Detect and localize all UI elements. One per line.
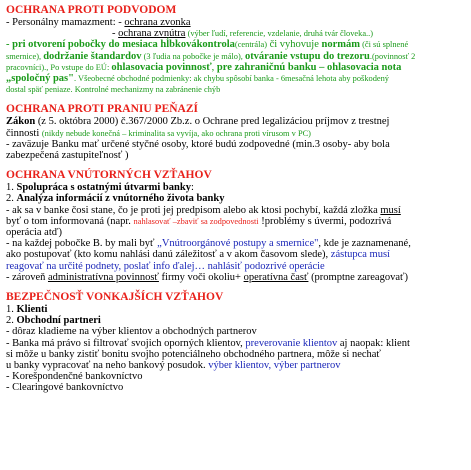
text: Zákon [6, 116, 36, 128]
text: ochrana zvonka [124, 17, 191, 28]
text: kontrola [196, 39, 235, 51]
line: - dôraz kladieme na výber klientov a obchodných partnerov [6, 326, 257, 338]
text: „spoločný pas" [6, 73, 74, 85]
text: - Banka má právo si filtrovať svojich oporných klientov, [6, 337, 246, 349]
text: (centrála) [234, 40, 267, 50]
text: (promptne zareagovať) [308, 271, 408, 283]
line [6, 193, 465, 204]
text: (3 ľudia na pobočke je málo), [141, 51, 245, 61]
text: Analýza informácií z vnútorného života banky [16, 193, 225, 205]
text: výber partnerov [273, 360, 341, 372]
text: administratívna povinnosť [47, 271, 159, 283]
text: pracovníci)., Po vstupe do EÚ: [6, 62, 112, 72]
text: Obchodní partneri [16, 315, 101, 327]
text: zástupca musí [330, 249, 390, 261]
text: ako postupovať (kto komu nahlási danú záležitosť a v akom časovom slede), [6, 249, 331, 261]
text: Spolupráca s ostatnými útvarmi banky [16, 182, 191, 194]
text: (výber ľudí, referencie, vzdelanie, druhá tvár človeka..) [185, 29, 374, 39]
line [6, 128, 465, 139]
text: . Všeobecné obchodné podmienky: ak chybu spôsobí banka - 6mesačná lehota aby poškodený [73, 74, 389, 84]
text: výber klientov [208, 360, 269, 372]
text: musí [380, 204, 401, 216]
text: Klienti [16, 304, 48, 316]
section-fraud-protection [6, 4, 465, 95]
text: !problémy s úvermi, podozrivá [258, 215, 392, 227]
line [6, 216, 465, 227]
text: , [268, 360, 274, 372]
text: .(povinnosť 2 [369, 51, 416, 61]
line [6, 116, 465, 127]
line: - Clearingové bankovníctvo [6, 382, 124, 394]
line [6, 261, 465, 272]
line [6, 84, 465, 95]
text: preverovanie klientov [245, 337, 338, 349]
line [6, 249, 465, 260]
line: operácia atď) [6, 227, 63, 239]
line [6, 62, 465, 73]
line: zabezpečená zastupiteľnosť ) [6, 150, 129, 162]
text: - na každej pobočke B. by mali byť [6, 238, 158, 250]
text: ochrana zvnútra [118, 28, 186, 40]
section-internal-relations [6, 169, 465, 283]
line [6, 360, 465, 371]
text: ohlasovacia povinnosť [111, 61, 212, 73]
line [6, 17, 465, 28]
text: dostal späť peniaze. Kontrolné mechanizmy na zabránenie chýb [6, 85, 221, 95]
text: 2. [6, 193, 17, 205]
line: - Korešpondenčné bankovníctvo [6, 371, 143, 383]
line [6, 272, 465, 283]
text: či vyhovuje [266, 39, 322, 51]
text: normám [321, 39, 361, 51]
text: „Vnútroorgánové postupy a smernice" [157, 238, 319, 250]
section-heading: OCHRANA PROTI PRANIU PEŇAZÍ [6, 103, 198, 116]
line [6, 238, 465, 249]
section-external-relations [6, 291, 465, 394]
text: 2. [6, 315, 17, 327]
text: operatívna časť [243, 271, 309, 283]
text: otváranie vstupu do trezoru [244, 50, 370, 62]
section-heading: OCHRANA PROTI PODVODOM [6, 4, 177, 16]
line [6, 205, 465, 216]
text: - ak sa v banke čosi stane, čo je proti jej predpisom alebo ak ktosi pochybí, každá zložka [6, 204, 381, 216]
spacer [6, 283, 465, 291]
text: , kde je zaznamenané, [318, 238, 411, 250]
text: byť o tom informovaná (napr. [6, 215, 134, 227]
line [6, 315, 465, 326]
text: firmy voči okoliu+ [158, 271, 244, 283]
line [6, 28, 465, 39]
section-heading: BEZPEČNOSŤ VONKAJŠÍCH VZŤAHOV [6, 291, 224, 304]
text: : [190, 182, 194, 194]
section-money-laundering [6, 103, 465, 161]
text: (či sú splnené [360, 40, 409, 50]
text: - pri otvorení pobočky do mesiaca hĺbková [6, 39, 197, 51]
text: dodržanie štandardov [43, 50, 142, 62]
text: - zároveň [6, 271, 48, 283]
text: 1. [6, 182, 17, 194]
text: nahlasovať –zbaviť sa zodpovednosti [133, 216, 259, 226]
text: smernice), [6, 51, 44, 61]
text: (nikdy nebude konečná – kriminalita sa vyvíja, ako ochrana proti vírusom v PC) [41, 128, 311, 138]
line: - zaväzuje Banku mať určené styčné osoby, ktoré budú zodpovedné (min.3 osoby- aby bola [6, 138, 390, 150]
text: (z 5. októbra 2000) č.367/2000 Zb.z. o Ochrane pred legalizáciou príjmov z trestnej [35, 116, 390, 128]
text: reagovať na určité podnety, poslať info ďalej… nahlásiť podozrivé operácie [6, 260, 325, 272]
text: aj naopak: klient [337, 337, 410, 349]
text: pre zahraničnú banku – ohlasovacia nota [216, 61, 402, 73]
line [6, 51, 465, 62]
text: u banky vypracovať na neho bankový posudok. [6, 360, 209, 372]
text: činnosti [6, 127, 42, 139]
line [6, 338, 465, 349]
text: - [112, 28, 119, 40]
text: , [211, 61, 217, 73]
line [6, 182, 465, 193]
line: si môže u banky zistiť bonitu svojho potenciálneho obchodného partnera, môže si nechať [6, 348, 381, 360]
section-heading: OCHRANA VNÚTORNÝCH VZŤAHOV [6, 169, 212, 182]
line [6, 73, 465, 84]
text: - Personálny mamazment: - [6, 17, 125, 28]
line [6, 39, 465, 50]
line [6, 304, 465, 315]
text: 1. [6, 304, 17, 316]
